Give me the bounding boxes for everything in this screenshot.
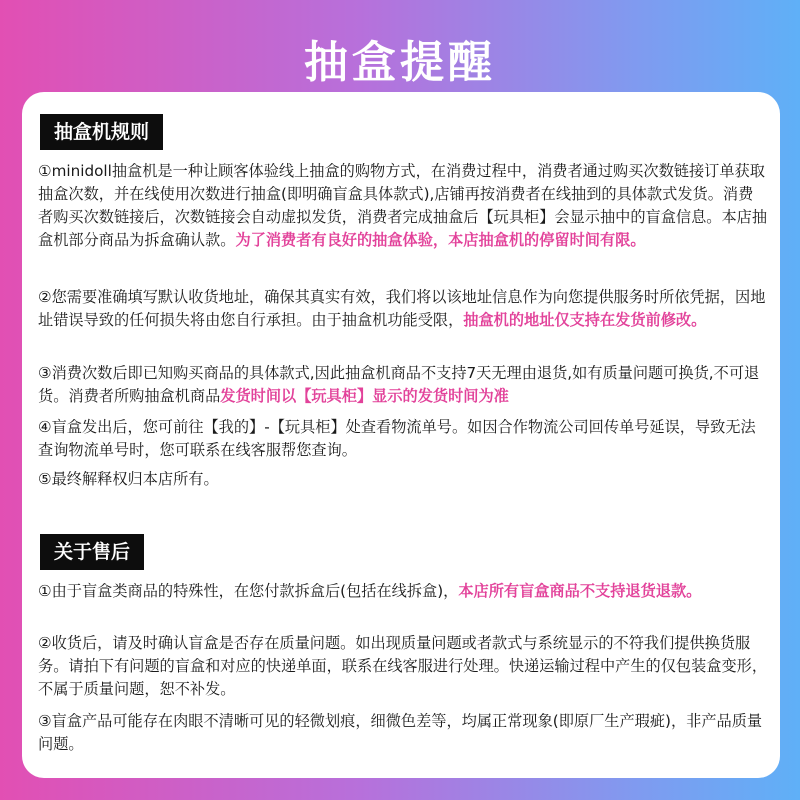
rules-item-5 xyxy=(38,468,768,491)
after-sales-heading: 关于售后 xyxy=(40,534,144,570)
rules-item-1-text: ①minidoll抽盒机是一种让顾客体验线上抽盒的购物方式，在消费过程中，消费者通过购买次数链接订单获取抽盒次数，并在线使用次数进行抽盒(即明确盲盒具体款式),店铺再按消费者在线抽到的具体款式发货。消费者购买次数链接后，次数链接会自动虚拟发货，消费者完成抽盒后【玩具柜】会显示抽中的盲盒信息。本店抽盒机部分商品为拆盒确认款。 xyxy=(38,162,767,249)
after-sales-item-1-highlight: 本店所有盲盒商品不支持退货退款。 xyxy=(458,582,702,600)
after-sales-item-1 xyxy=(38,580,768,603)
after-sales-item-2 xyxy=(38,632,768,701)
after-sales-item-1-text: ①由于盲盒类商品的特殊性，在您付款拆盒后(包括在线拆盒)， xyxy=(38,582,459,600)
rules-item-2 xyxy=(38,286,768,332)
rules-item-2-text: ②您需要准确填写默认收货地址，确保其真实有效，我们将以该地址信息作为向您提供服务时所依凭据，因地址错误导致的任何损失将由您自行承担。由于抽盒机功能受限， xyxy=(38,288,766,329)
rules-item-3-highlight: 发货时间以【玩具柜】显示的发货时间为准 xyxy=(220,387,509,405)
rules-item-1-highlight: 为了消费者有良好的抽盒体验，本店抽盒机的停留时间有限。 xyxy=(235,231,646,249)
rules-item-2-highlight: 抽盒机的地址仅支持在发货前修改。 xyxy=(463,311,707,329)
page-title: 抽盒提醒 xyxy=(304,37,496,88)
after-sales-item-2-text: ②收货后，请及时确认盲盒是否存在质量问题。如出现质量问题或者款式与系统显示的不符我们提供换货服务。请拍下有问题的盲盒和对应的快递单面，联系在线客服进行处理。快递运输过程中产生的仅包装盒变形，不属于质量问题，恕不补发。 xyxy=(38,634,767,698)
rules-item-3 xyxy=(38,362,768,408)
rules-item-3-text: ③消费次数后即已知购买商品的具体款式,因此抽盒机商品不支持7天无理由退货,如有质量问题可换货,不可退货。消费者所购抽盒机商品 xyxy=(38,364,760,405)
rules-item-4-text: ④盲盒发出后，您可前往【我的】-【玩具柜】处查看物流单号。如因合作物流公司回传单号延误，导致无法查询物流单号时，您可联系在线客服帮您查询。 xyxy=(38,418,756,459)
after-sales-item-3-text: ③盲盒产品可能存在肉眼不清晰可见的轻微划痕，细微色差等，均属正常现象(即原厂生产瑕疵)，非产品质量问题。 xyxy=(38,712,763,753)
rules-heading: 抽盒机规则 xyxy=(40,114,163,150)
after-sales-item-3 xyxy=(38,710,768,756)
rules-item-4 xyxy=(38,416,768,462)
rules-item-5-text: ⑤最终解释权归本店所有。 xyxy=(38,470,219,488)
rules-item-1 xyxy=(38,160,768,252)
notice-card xyxy=(22,92,780,778)
